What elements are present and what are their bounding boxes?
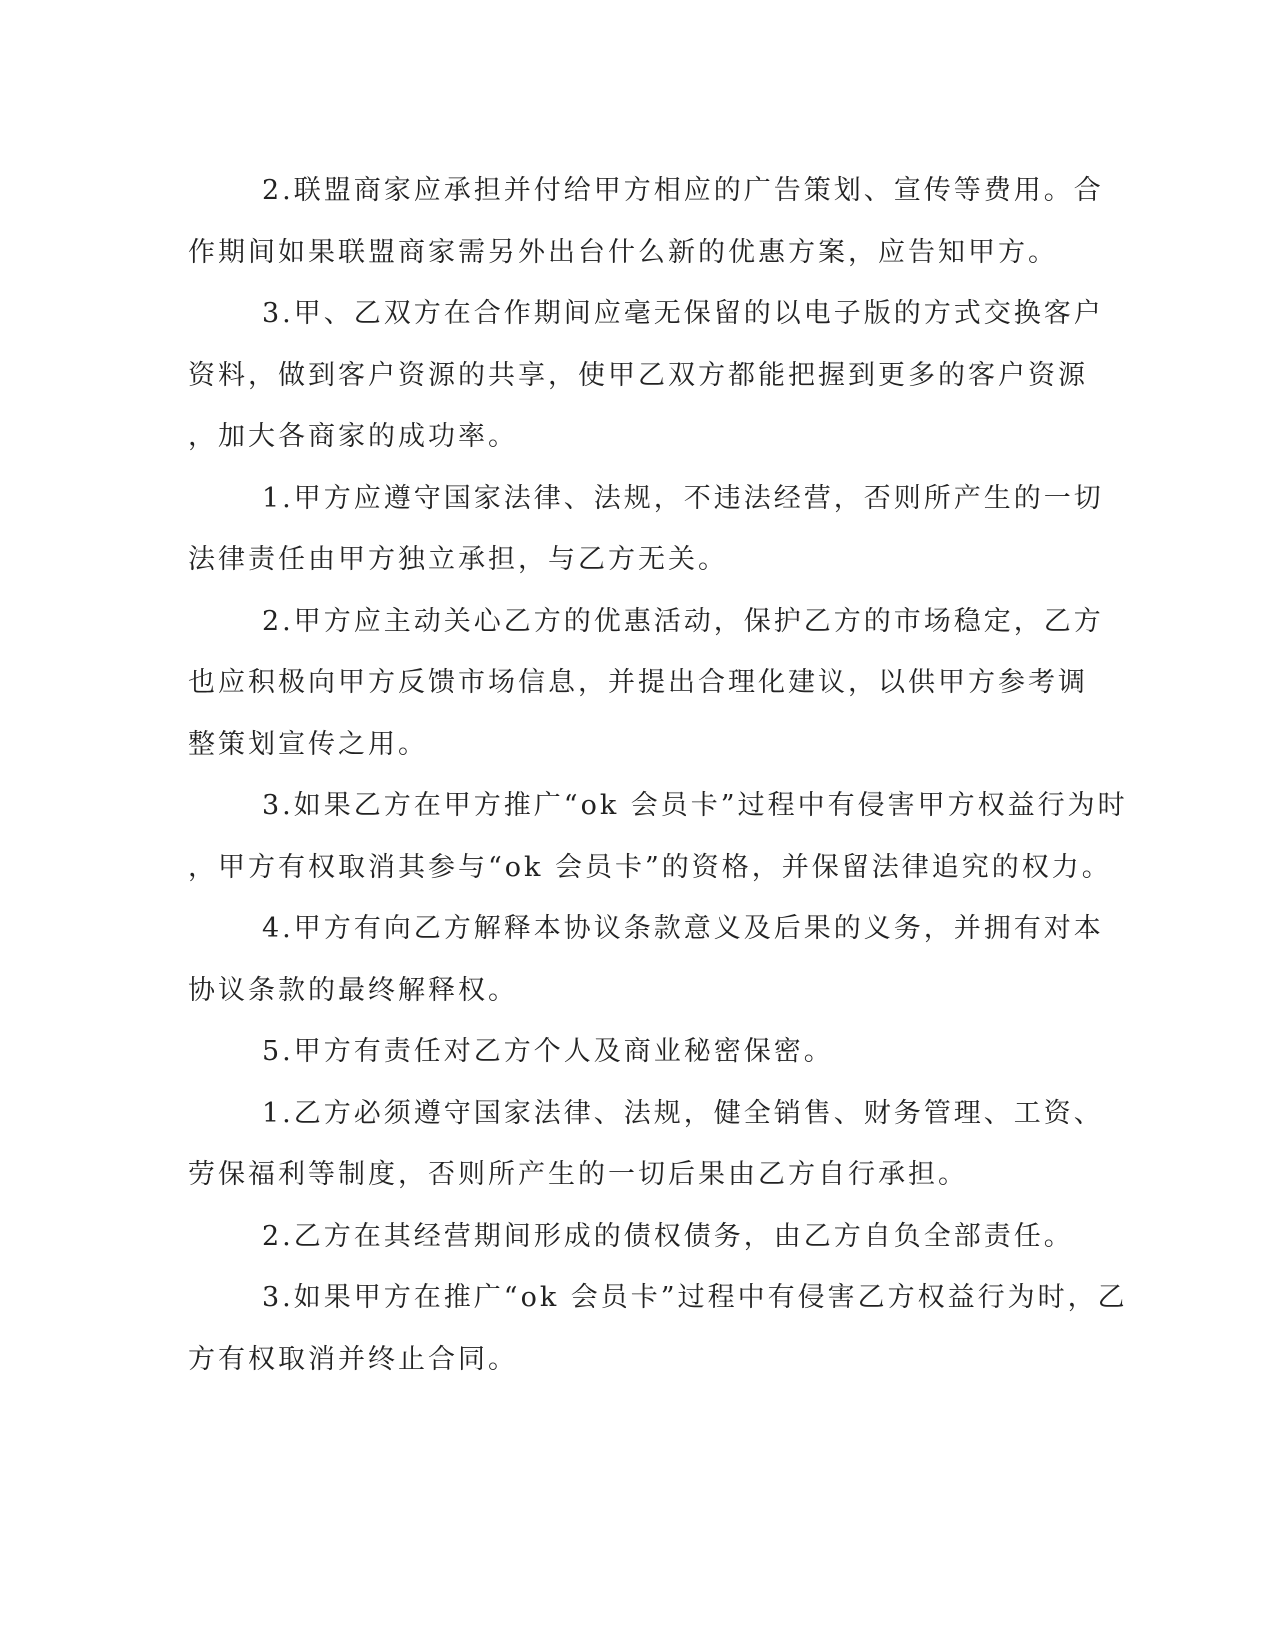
paragraph bbox=[188, 775, 1128, 898]
paragraph bbox=[188, 898, 1104, 1021]
paragraph bbox=[188, 468, 1104, 591]
text-line: ，加大各商家的成功率。 bbox=[188, 421, 518, 452]
text-line: 3.如果甲方在推广“ok 会员卡”过程中有侵害乙方权益行为时，乙 bbox=[262, 1282, 1128, 1313]
text-line: 作期间如果联盟商家需另外出台什么新的优惠方案，应告知甲方。 bbox=[188, 236, 1058, 268]
text-line: 5.甲方有责任对乙方个人及商业秘密保密。 bbox=[262, 1036, 834, 1067]
text-line: 1.甲方应遵守国家法律、法规，不违法经营，否则所产生的一切 bbox=[262, 482, 1104, 514]
paragraph bbox=[188, 1021, 1068, 1083]
text-line: 协议条款的最终解释权。 bbox=[188, 974, 518, 1006]
paragraph bbox=[188, 160, 1104, 283]
paragraph bbox=[188, 1267, 1128, 1390]
text-line: ，甲方有权取消其参与“ok 会员卡”的资格，并保留法律追究的权力。 bbox=[188, 851, 1112, 883]
document-body bbox=[188, 160, 1128, 1390]
text-line: 法律责任由甲方独立承担，与乙方无关。 bbox=[188, 544, 728, 575]
text-line: 2.甲方应主动关心乙方的优惠活动，保护乙方的市场稳定，乙方 bbox=[262, 605, 1104, 637]
text-line: 也应积极向甲方反馈市场信息，并提出合理化建议，以供甲方参考调 bbox=[188, 667, 1088, 698]
paragraph bbox=[188, 1206, 1074, 1268]
text-line: 2.联盟商家应承担并付给甲方相应的广告策划、宣传等费用。合 bbox=[262, 175, 1104, 206]
paragraph bbox=[188, 591, 1104, 776]
paragraph bbox=[188, 1083, 1104, 1206]
text-line: 资料，做到客户资源的共享，使甲乙双方都能把握到更多的客户资源 bbox=[188, 359, 1088, 391]
text-line: 劳保福利等制度，否则所产生的一切后果由乙方自行承担。 bbox=[188, 1159, 968, 1190]
text-line: 1.乙方必须遵守国家法律、法规，健全销售、财务管理、工资、 bbox=[262, 1097, 1104, 1129]
text-line: 4.甲方有向乙方解释本协议条款意义及后果的义务，并拥有对本 bbox=[262, 913, 1104, 944]
text-line: 3.如果乙方在甲方推广“ok 会员卡”过程中有侵害甲方权益行为时 bbox=[262, 790, 1128, 821]
text-line: 整策划宣传之用。 bbox=[188, 728, 428, 760]
text-line: 3.甲、乙双方在合作期间应毫无保留的以电子版的方式交换客户 bbox=[262, 298, 1104, 329]
text-line: 方有权取消并终止合同。 bbox=[188, 1343, 518, 1375]
text-line: 2.乙方在其经营期间形成的债权债务，由乙方自负全部责任。 bbox=[262, 1220, 1074, 1252]
paragraph bbox=[188, 283, 1104, 468]
